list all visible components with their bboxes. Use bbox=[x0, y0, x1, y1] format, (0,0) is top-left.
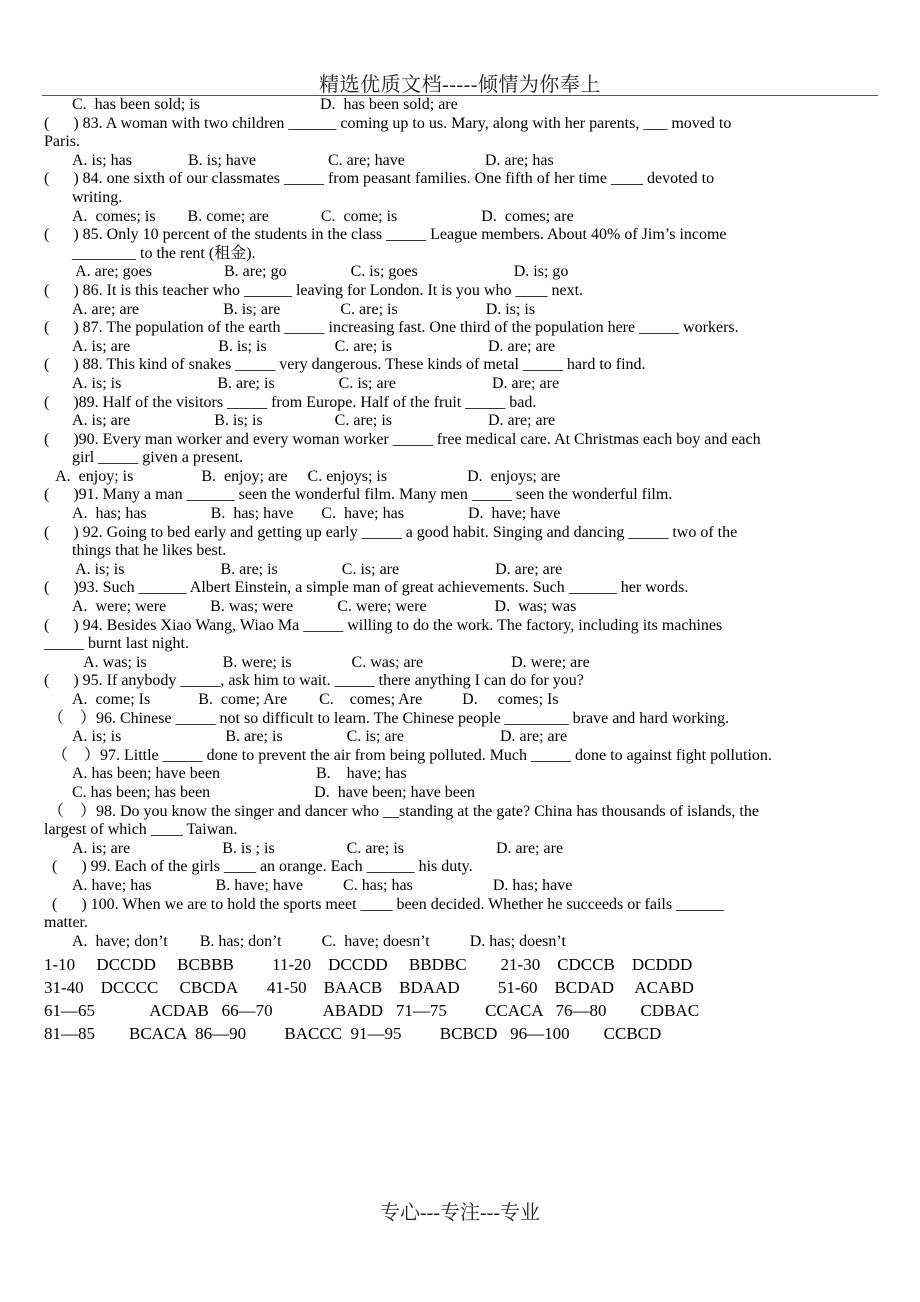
question-text: writing. bbox=[72, 188, 123, 206]
question-text: ( ) 85. Only 10 percent of the students in the class _____ League members. About 40% of Jim’s income bbox=[44, 226, 727, 244]
question-text: Paris. bbox=[44, 133, 80, 151]
answer-options: A. is; is B. are; is C. is; are D. are; are bbox=[72, 560, 563, 578]
answer-options: A. has been; have been B. have; has bbox=[72, 765, 407, 783]
question-text: ( ) 87. The population of the earth _____ increasing fast. One third of the population here _____ workers. bbox=[44, 319, 739, 337]
answer-key-row: 31-40 DCCCC CBCDA 41-50 BAACB BDAAD 51-60 BCDAD ACABD bbox=[44, 978, 694, 998]
answer-options: A. is; has B. is; have C. are; have D. are; has bbox=[72, 151, 554, 169]
question-text: ( ) 84. one sixth of our classmates _____ from peasant families. One fifth of her time ____ devoted to bbox=[44, 170, 715, 188]
answer-options: A. is; are B. is ; is C. are; is D. are; are bbox=[72, 839, 564, 857]
answer-key bbox=[44, 953, 884, 1045]
question-text: ( ) 88. This kind of snakes _____ very dangerous. These kinds of metal _____ hard to find. bbox=[44, 356, 646, 374]
answer-options: A. is; are B. is; is C. are; is D. are; are bbox=[72, 412, 556, 430]
question-text: ( ) 99. Each of the girls ____ an orange. Each ______ his duty. bbox=[44, 858, 473, 876]
question-text: A. enjoy; is B. enjoy; are C. enjoys; is D. enjoys; are bbox=[44, 467, 561, 485]
answer-options: A. have; don’t B. has; don’t C. have; doesn’t D. has; doesn’t bbox=[72, 932, 566, 950]
answer-key-row: 1-10 DCCDD BCBBB 11-20 DCCDD BBDBC 21-30 CDCCB DCDDD bbox=[44, 955, 693, 975]
answer-options: A. was; is B. were; is C. was; are D. were; are bbox=[72, 653, 590, 671]
question-text: _____ burnt last night. bbox=[44, 635, 189, 653]
answer-options: A. have; has B. have; have C. has; has D. has; have bbox=[72, 876, 573, 894]
answer-key-row: 81—85 BCACA 86—90 BACCC 91—95 BCBCD 96—100 CCBCD bbox=[44, 1024, 662, 1044]
question-text: ( )93. Such ______ Albert Einstein, a simple man of great achievements. Such ______ her words. bbox=[44, 579, 689, 597]
question-text: ________ to the rent (租金). bbox=[72, 244, 256, 262]
answer-options: C. has been sold; is D. has been sold; are bbox=[72, 96, 458, 113]
question-text: ( ) 86. It is this teacher who ______ leaving for London. It is you who ____ next. bbox=[44, 281, 584, 299]
question-text: ( )90. Every man worker and every woman worker _____ free medical care. At Christmas each boy and each bbox=[44, 430, 761, 448]
answer-options: A. are; are B. is; are C. are; is D. is; is bbox=[72, 300, 536, 318]
question-text: ( )89. Half of the visitors _____ from Europe. Half of the fruit _____ bad. bbox=[44, 393, 537, 411]
question-text: girl _____ given a present. bbox=[72, 449, 244, 467]
question-text: ( ) 94. Besides Xiao Wang, Wiao Ma _____ willing to do the work. The factory, including its machines bbox=[44, 616, 723, 634]
answer-options: A. comes; is B. come; are C. come; is D. comes; are bbox=[72, 207, 574, 225]
question-text: （ ）97. Little _____ done to prevent the air from being polluted. Much _____ done to against fight pollution. bbox=[44, 746, 772, 764]
answer-options: A. are; goes B. are; go C. is; goes D. is; go bbox=[72, 263, 569, 281]
question-text: ( ) 95. If anybody _____, ask him to wait. _____ there anything I can do for you? bbox=[44, 672, 584, 690]
question-text: ( ) 100. When we are to hold the sports meet ____ been decided. Whether he succeeds or fails ______ bbox=[44, 895, 725, 913]
answer-options: A. come; Is B. come; Are C. comes; Are D. comes; Is bbox=[72, 691, 559, 708]
question-text: （ ）96. Chinese _____ not so difficult to learn. The Chinese people ________ brave and hard working. bbox=[44, 709, 730, 727]
question-text: ( ) 83. A woman with two children ______ coming up to us. Mary, along with her parents, ___ moved to bbox=[44, 114, 732, 132]
page-footer: 专心---专注---专业 bbox=[380, 1202, 540, 1224]
question-text: largest of which ____ Taiwan. bbox=[44, 821, 238, 839]
answer-options: A. is; is B. are; is C. is; are D. are; are bbox=[72, 374, 560, 392]
page-header: 精选优质文档-----倾情为你奉上 bbox=[319, 74, 601, 96]
answer-options: A. is; is B. are; is C. is; are D. are; are bbox=[72, 728, 568, 746]
question-list bbox=[44, 96, 884, 1045]
answer-options: A. is; are B. is; is C. are; is D. are; are bbox=[72, 337, 556, 355]
question-text: （ ）98. Do you know the singer and dancer who __standing at the gate? China has thousands of islands, the bbox=[44, 802, 759, 820]
question-text: ( )91. Many a man ______ seen the wonderful film. Many men _____ seen the wonderful film. bbox=[44, 486, 673, 504]
answer-options: A. has; has B. has; have C. have; has D. have; have bbox=[72, 505, 561, 523]
answer-options: A. were; were B. was; were C. were; were D. was; was bbox=[72, 598, 577, 616]
answer-key-row: 61—65 ACDAB 66—70 ABADD 71—75 CCACA 76—80 CDBAC bbox=[44, 1001, 700, 1021]
question-text: matter. bbox=[44, 914, 88, 932]
question-text: things that he likes best. bbox=[72, 542, 227, 560]
answer-options: C. has been; has been D. have been; have been bbox=[72, 783, 475, 801]
question-text: ( ) 92. Going to bed early and getting up early _____ a good habit. Singing and dancing _____ two of the bbox=[44, 523, 738, 541]
